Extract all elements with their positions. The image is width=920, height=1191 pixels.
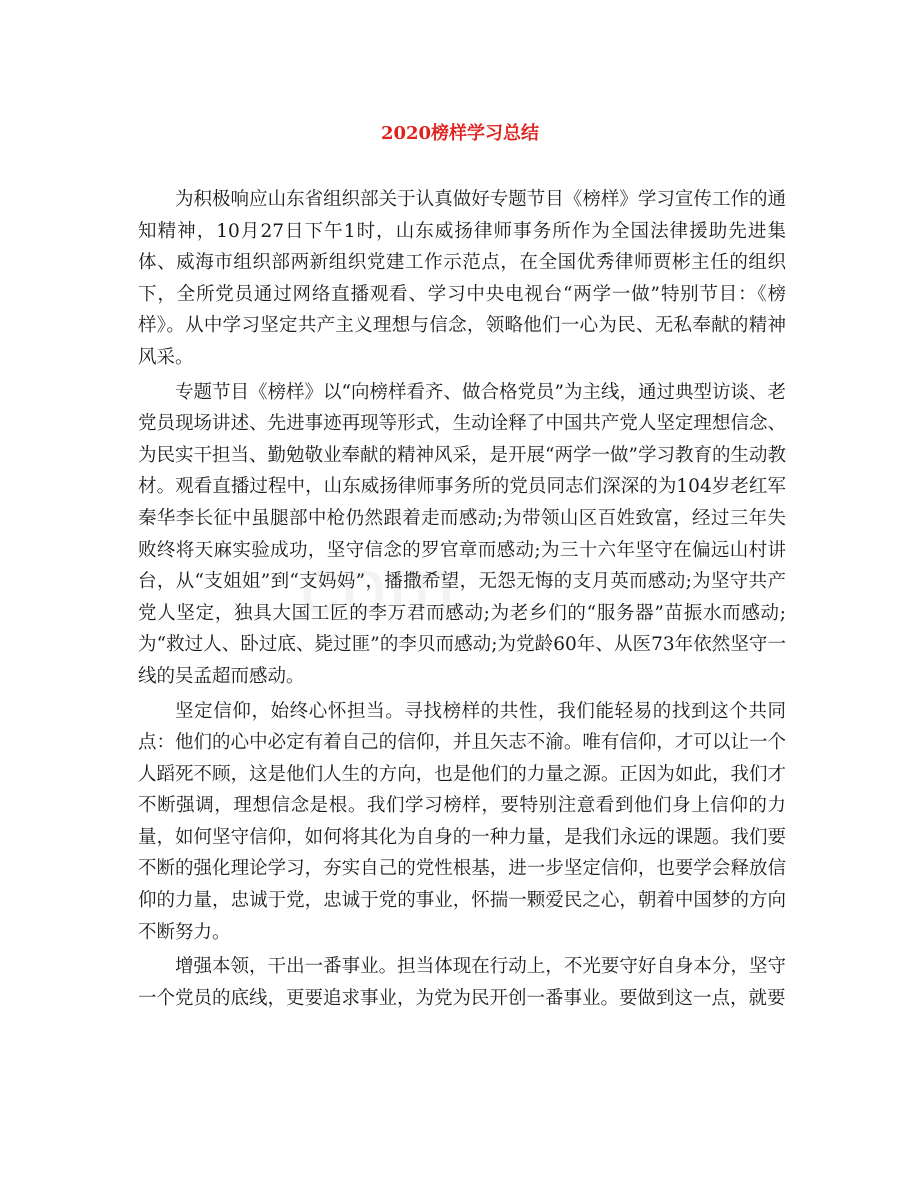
paragraph-3: 坚定信仰，始终心怀担当。寻找榜样的共性，我们能轻易的找到这个共同点：他们的心中必定有着自己的信仰，并且矢志不渝。唯有信仰，才可以让一个人蹈死不顾，这是他们人生的方向，也是他们的力量之源。正因为如此，我们才不断强调，理想信念是根。我们学习榜样，要特别注意看到他们身上信仰的力量，如何坚守信仰，如何将其化为自身的一种力量，是我们永远的课题。我们要不断的强化理论学习，夯实自己的党性根基，进一步坚定信仰，也要学会释放信仰的力量，忠诚于党，忠诚于党的事业，怀揣一颗爱民之心，朝着中国梦的方向不断努力。 — [138, 700, 786, 943]
paragraph-4: 增强本领，干出一番事业。担当体现在行动上，不光要守好自身本分，坚守一个党员的底线，更要追求事业，为党为民开创一番事业。要做到这一点，就要 — [138, 956, 786, 1009]
paragraph-2: 专题节目《榜样》以“向榜样看齐、做合格党员”为主线，通过典型访谈、老党员现场讲述、先进事迹再现等形式，生动诠释了中国共产党人坚定理想信念、为民实干担当、勤勉敬业奉献的精神风采，是开展“两学一做”学习教育的生动教材。观看直播过程中，山东威扬律师事务所的党员同志们深深的为104岁老红军秦华李长征中虽腿部中枪仍然跟着走而感动;为带领山区百姓致富，经过三年失败终将天麻实验成功，坚守信念的罗官章而感动;为三十六年坚守在偏远山村讲台，从“支姐姐”到“支妈妈”，播撒希望，无怨无悔的支月英而感动;为坚守共产党人坚定，独具大国工匠的李万君而感动;为老乡们的“服务器”苗振水而感动;为“救过人、卧过底、毙过匪”的李贝而感动;为党龄60年、从医73年依然坚守一线的吴孟超而感动。 — [138, 381, 786, 687]
paragraph-1: 为积极响应山东省组织部关于认真做好专题节目《榜样》学习宣传工作的通知精神，10月27日下午1时，山东威扬律师事务所作为全国法律援助先进集体、威海市组织部两新组织党建工作示范点，在全国优秀律师贾彬主任的组织下，全所党员通过网络直播观看、学习中央电视台“两学一做”特别节目：《榜样》。从中学习坚定共产主义理想与信念，领略他们一心为民、无私奉献的精神风采。 — [138, 189, 786, 368]
watermark: com — [300, 541, 458, 630]
document-body — [138, 184, 786, 1017]
document-title: 2020榜样学习总结 — [380, 123, 540, 144]
